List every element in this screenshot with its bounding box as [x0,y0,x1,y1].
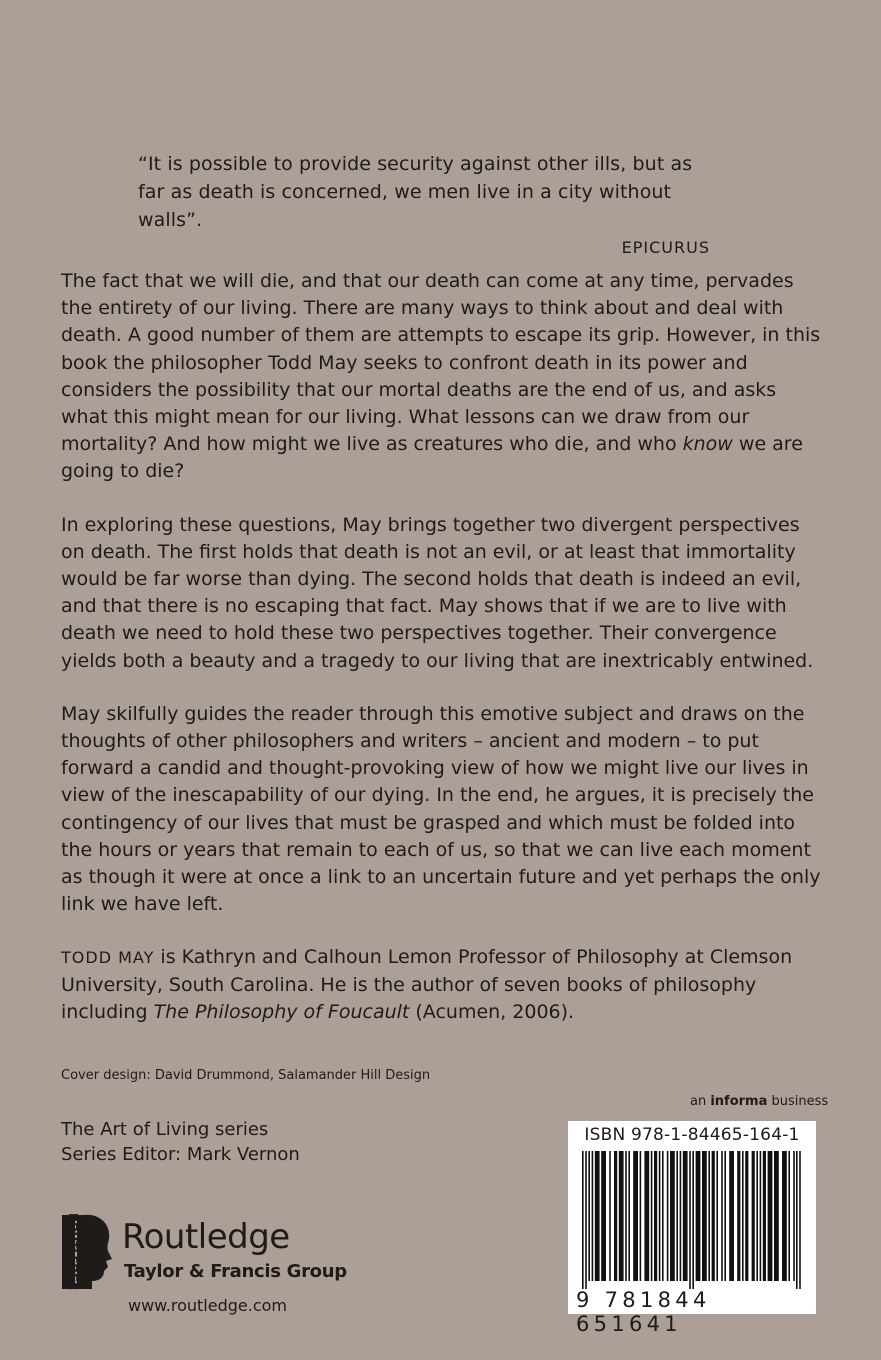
bio-text: is Kathryn and Calhoun Lemon Professor of Philosophy at Clemson University, South Carolina. He is the author of seven books of philosophy including [61,946,793,1023]
epigraph [138,150,718,262]
barcode-bar [625,1151,627,1281]
isbn-barcode [568,1121,816,1336]
barcode-bar [670,1151,675,1281]
series-info [61,1117,300,1167]
author-name: TODD MAY [61,948,155,968]
barcode-bar [696,1151,701,1281]
barcode-bar [585,1151,587,1289]
barcode-bar [724,1151,726,1281]
barcode-bars [576,1151,808,1289]
publisher-name: Routledge [122,1217,290,1257]
barcode-bar [768,1151,773,1281]
p1-text-end: we are going to die? [61,433,803,483]
author-bio [61,944,821,1026]
publisher-group: Taylor & Francis Group [124,1261,347,1282]
barcode-bar [796,1151,798,1289]
barcode-bar [662,1151,664,1281]
barcode-bar [729,1151,734,1281]
barcode-bar [680,1151,682,1281]
barcode-bar [721,1151,723,1281]
barcode-bar [745,1151,748,1281]
barcode-bar [592,1151,594,1281]
informa-tagline [690,1094,828,1109]
p1-emphasis: know [682,433,733,456]
barcode-bar [774,1151,779,1281]
informa-brand: informa [710,1094,768,1109]
barcode-bar [659,1151,661,1281]
barcode-bar [702,1151,707,1281]
cover-credit: Cover design: David Drummond, Salamander Hill Design [61,1068,431,1083]
barcode-bar [644,1151,649,1281]
barcode-bar [633,1151,638,1281]
barcode-bar [712,1151,715,1281]
barcode-bar [760,1151,762,1281]
barcode-bar [601,1151,606,1281]
blurb [61,268,821,1052]
bio-text-end: (Acumen, 2006). [409,1000,575,1023]
barcode-bar [689,1151,691,1289]
barcode-bar [609,1151,611,1281]
routledge-vertical-label: ROUTLEDGE [66,1213,80,1290]
barcode-bar [752,1151,755,1281]
barcode-bar [640,1151,642,1281]
publisher-website: www.routledge.com [128,1296,288,1315]
barcode-bar [756,1151,758,1281]
epigraph-text: “It is possible to provide security against other ills, but as far as death is concerned, we men live in a city without walls”. [138,153,693,231]
series-editor: Series Editor: Mark Vernon [61,1144,300,1165]
barcode-bar [676,1151,678,1281]
barcode-bar [708,1151,710,1281]
barcode-bar [654,1151,657,1281]
barcode-bar [667,1151,669,1281]
barcode-bar [788,1151,790,1281]
bio-book-title: The Philosophy of Foucault [153,1000,410,1023]
barcode-bar [628,1151,630,1281]
isbn-label: ISBN 978-1-84465-164-1 [584,1125,800,1145]
blurb-paragraph-3: May skilfully guides the reader through this emotive subject and draws on the thoughts of other philosophers and writers – ancient and modern – to put forward a candid and thought-provoking view of how we might live our lives in view of the inescapability of our dying. In the end, he argues, it is precisely the contingency of our lives that must be grasped and which must be folded into the hours or years that remain to each of us, so that we can live each moment as though it were at once a link to an uncertain future and yet perhaps the only link we have left. [61,702,821,916]
blurb-paragraph-1 [61,268,821,486]
barcode-bar [793,1151,795,1281]
blurb-paragraph-2: In exploring these questions, May brings together two divergent perspectives on death. The first holds that death is not an evil, or at least that immortality would be far worse than dying. The second holds that death is indeed an evil, and that there is no escaping that fact. May shows that if we are to live with death we need to hold these two perspectives together. Their convergence yields both a beauty and a tragedy to our living that are inextricably entwined. [61,513,814,672]
barcode-digits: 9 781844 651641 [576,1288,711,1336]
informa-prefix: an [690,1094,711,1109]
barcode-bar [582,1151,584,1289]
barcode-bar [742,1151,744,1281]
barcode-bar [737,1151,740,1281]
barcode-bar [763,1151,766,1281]
informa-suffix: business [767,1094,829,1109]
barcode-bar [692,1151,694,1289]
barcode-bar [614,1151,617,1281]
barcode-bar [651,1151,653,1281]
barcode-bar [588,1151,590,1281]
barcode-bar [716,1151,718,1281]
barcode-bar [619,1151,624,1281]
p1-text: The fact that we will die, and that our death can come at any time, pervades the entirety of our living. There are many ways to think about and deal with death. A good number of them are attempts to escape its grip. However, in this book the philosopher Todd May seeks to confront death in its power and considers the possibility that our mortal deaths are the end of us, and asks what this might mean for our living. What lessons can we draw from our mortality? And how might we live as creatures who die, and who [61,270,821,456]
barcode-bar [799,1151,801,1289]
series-name: The Art of Living series [61,1119,269,1140]
epigraph-author: EPICURUS [621,238,710,257]
barcode-bar [782,1151,787,1281]
barcode-bar [595,1151,600,1281]
routledge-logo [62,1213,352,1293]
barcode-bar [683,1151,688,1281]
